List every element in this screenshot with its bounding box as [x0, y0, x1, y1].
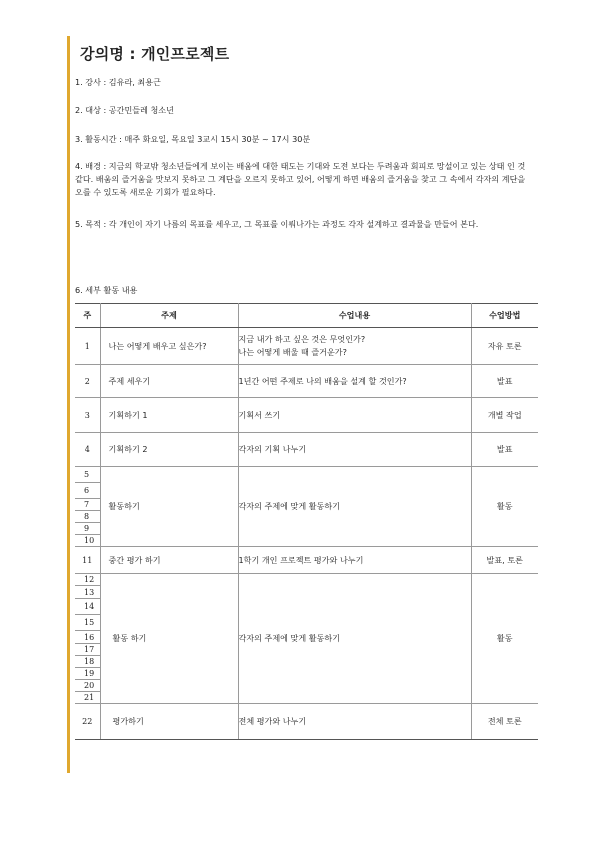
week-cell: 17	[75, 644, 100, 656]
table-row	[75, 574, 538, 586]
instructor-line: 1. 강사 : 김유라, 최용근	[75, 77, 161, 87]
header-topic: 주제	[100, 304, 238, 328]
method-cell: 활동	[471, 574, 538, 704]
week-cell: 5	[75, 467, 100, 483]
content-cell: 각자의 주제에 맞게 활동하기	[238, 574, 471, 704]
purpose-paragraph: 5. 목적 : 각 개인이 자기 나름의 목표를 세우고, 그 목표를 이뤄나가는 과정도 각자 설계하고 결과물을 만들어 본다.	[75, 219, 479, 229]
method-cell: 전체 토론	[471, 704, 538, 740]
week-cell: 12	[75, 574, 100, 586]
content-line: 나는 어떻게 배울 때 즐거운가?	[238, 347, 347, 357]
week-cell: 14	[75, 599, 100, 615]
table-row	[75, 328, 538, 365]
week-cell: 15	[75, 615, 100, 631]
topic-cell: 기획하기 1	[100, 398, 238, 433]
content-cell: 1년간 어떤 주제로 나의 배움을 설계 할 것인가?	[238, 365, 471, 398]
section-label: 6. 세부 활동 내용	[75, 285, 138, 295]
week-cell: 2	[75, 365, 100, 398]
topic-cell: 평가하기	[100, 704, 238, 740]
header-content: 수업내용	[238, 304, 471, 328]
topic-cell: 활동하기	[100, 467, 238, 547]
week-cell: 9	[75, 523, 100, 535]
week-cell: 16	[75, 631, 100, 644]
topic-cell: 중간 평가 하기	[100, 547, 238, 574]
method-cell: 자유 토론	[471, 328, 538, 365]
content-cell: 각자의 기획 나누기	[238, 433, 471, 467]
table-row	[75, 398, 538, 433]
content-cell: 기획서 쓰기	[238, 398, 471, 433]
table-row	[75, 547, 538, 574]
method-cell: 활동	[471, 467, 538, 547]
schedule-table	[75, 303, 538, 740]
background-paragraph: 4. 배경 : 지금의 학교밖 청소년들에게 보이는 배움에 대한 태도는 기대와 도전 보다는 두려움과 회피로 망설이고 있는 상태 인 것 같다. 배움의 즐거움을 맛보지 못하고 그 계단을 오르지 못하고 있어, 어떻게 하면 배움의 즐거움을 찾고 그 속에서 각자의 계단을 오를 수 있도록 새로운 기회가 필요하다.	[75, 161, 526, 197]
table-row	[75, 704, 538, 740]
topic-cell: 기획하기 2	[100, 433, 238, 467]
content-cell: 전체 평가와 나누기	[238, 704, 471, 740]
page-title: 강의명 : 개인프로젝트	[80, 45, 230, 63]
week-cell: 18	[75, 656, 100, 668]
week-cell: 1	[75, 328, 100, 365]
table-header-row	[75, 304, 538, 328]
table-row	[75, 365, 538, 398]
topic-cell: 나는 어떻게 배우고 싶은가?	[100, 328, 238, 365]
content-cell: 1학기 개인 프로젝트 평가와 나누기	[238, 547, 471, 574]
week-cell: 4	[75, 433, 100, 467]
header-method: 수업방법	[471, 304, 538, 328]
week-cell: 21	[75, 692, 100, 704]
topic-cell: 활동 하기	[100, 574, 238, 704]
method-cell: 개별 작업	[471, 398, 538, 433]
week-cell: 13	[75, 586, 100, 599]
target-line: 2. 대상 : 공간민들레 청소년	[75, 105, 174, 115]
table-row	[75, 467, 538, 483]
method-cell: 발표, 토론	[471, 547, 538, 574]
week-cell: 11	[75, 547, 100, 574]
table-row	[75, 433, 538, 467]
week-cell: 19	[75, 668, 100, 680]
week-cell: 3	[75, 398, 100, 433]
week-cell: 8	[75, 511, 100, 523]
week-cell: 22	[75, 704, 100, 740]
week-cell: 7	[75, 499, 100, 511]
topic-cell: 주제 세우기	[100, 365, 238, 398]
week-cell: 20	[75, 680, 100, 692]
method-cell: 발표	[471, 433, 538, 467]
content-line: 지금 내가 하고 싶은 것은 무엇인가?	[238, 334, 366, 344]
accent-bar	[67, 36, 70, 773]
content-cell	[238, 328, 471, 365]
header-week: 주	[75, 304, 100, 328]
method-cell: 발표	[471, 365, 538, 398]
activity-time-line: 3. 활동시간 : 매주 화요일, 목요일 3교시 15시 30분 ~ 17시 30분	[75, 134, 311, 144]
content-cell: 각자의 주제에 맞게 활동하기	[238, 467, 471, 547]
week-cell: 10	[75, 535, 100, 547]
week-cell: 6	[75, 483, 100, 499]
